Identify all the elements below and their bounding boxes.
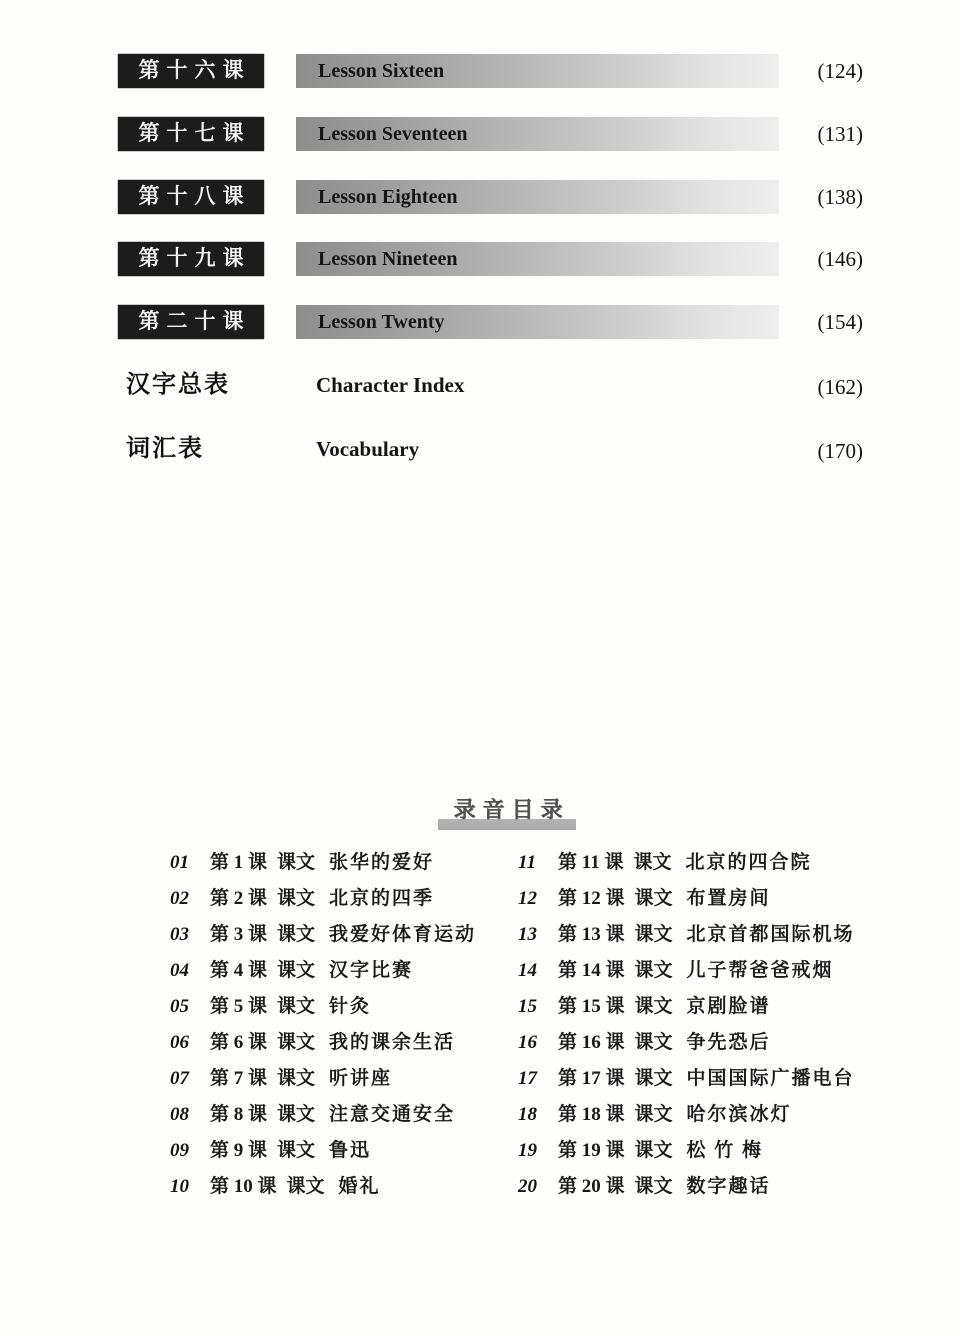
track-number: 01 [170,852,189,873]
content-type: 课文 [634,1032,673,1053]
lesson-ref: 第 12 课 [558,888,625,909]
track-title: 中国国际广播电台 [686,1068,855,1089]
content-type: 课文 [277,1104,316,1125]
recording-item-19 [518,1133,855,1169]
track-title: 争先恐后 [686,1032,771,1053]
character-index-zh-label: 汉字总表 [126,371,230,398]
lesson-ref: 第 4 课 [210,960,268,981]
content-type: 课文 [277,888,316,909]
lesson-ref: 第 3 课 [210,924,268,945]
track-number: 15 [518,996,537,1017]
track-title: 北京首都国际机场 [686,924,855,945]
lesson-19-zh-label: 第十九课 [118,242,264,276]
lesson-ref: 第 18 课 [558,1104,625,1125]
lesson-19-page-number: (146) [817,247,863,271]
track-title: 张华的爱好 [329,852,435,873]
lesson-ref: 第 6 课 [210,1032,268,1053]
track-number: 11 [518,852,536,873]
recording-item-20 [518,1169,855,1205]
toc-row-lesson-18 [0,180,960,214]
recording-item-12 [518,881,855,917]
toc-row-lesson-17 [0,117,960,151]
lesson-ref: 第 5 课 [210,996,268,1017]
recording-item-10 [170,1169,476,1205]
lesson-16-zh-label: 第十六课 [118,54,264,88]
track-number: 09 [170,1140,189,1161]
recording-item-17 [518,1061,855,1097]
lesson-ref: 第 16 课 [558,1032,625,1053]
track-title: 鲁迅 [329,1140,372,1161]
content-type: 课文 [634,1140,673,1161]
content-type: 课文 [286,1176,325,1197]
content-type: 课文 [634,1068,673,1089]
track-title: 京剧脸谱 [686,996,771,1017]
track-number: 12 [518,888,537,909]
recording-item-02 [170,881,476,917]
track-number: 06 [170,1032,189,1053]
lesson-20-page-number: (154) [817,310,863,334]
toc-row-lesson-20 [0,305,960,339]
lesson-17-en-label: Lesson Seventeen [318,123,468,145]
content-type: 课文 [277,996,316,1017]
recording-item-09 [170,1133,476,1169]
content-type: 课文 [633,852,672,873]
track-number: 04 [170,960,189,981]
lesson-19-bar [296,242,779,276]
character-index-page-number: (162) [817,375,863,399]
track-title: 哈尔滨冰灯 [686,1104,792,1125]
lesson-20-en-label: Lesson Twenty [318,311,445,333]
recording-item-03 [170,917,476,953]
content-type: 课文 [634,888,673,909]
lesson-18-page-number: (138) [817,185,863,209]
track-number: 18 [518,1104,537,1125]
recording-item-18 [518,1097,855,1133]
lesson-17-page-number: (131) [817,122,863,146]
recording-item-05 [170,989,476,1025]
content-type: 课文 [634,924,673,945]
recording-item-01 [170,845,476,881]
toc-row-vocabulary [0,434,960,464]
track-number: 20 [518,1176,537,1197]
lesson-19-en-label: Lesson Nineteen [318,248,458,270]
content-type: 课文 [277,960,316,981]
content-type: 课文 [277,1140,316,1161]
track-number: 05 [170,996,189,1017]
lesson-ref: 第 1 课 [210,852,268,873]
lesson-16-bar [296,54,779,88]
content-type: 课文 [634,996,673,1017]
track-title: 松 竹 梅 [686,1140,764,1161]
lesson-ref: 第 20 课 [558,1176,625,1197]
lesson-ref: 第 8 课 [210,1104,268,1125]
lesson-20-bar [296,305,779,339]
lesson-18-bar [296,180,779,214]
content-type: 课文 [277,1068,316,1089]
character-index-en-label: Character Index [316,373,465,397]
lesson-17-bar [296,117,779,151]
track-title: 北京的四合院 [685,852,812,873]
recording-contents-title: 录音目录 [453,797,570,822]
vocabulary-zh-label: 词汇表 [126,435,204,462]
lesson-ref: 第 7 课 [210,1068,268,1089]
content-type: 课文 [634,1104,673,1125]
recording-contents-header [420,793,596,835]
recording-item-06 [170,1025,476,1061]
lesson-ref: 第 17 课 [558,1068,625,1089]
track-number: 16 [518,1032,537,1053]
recording-item-04 [170,953,476,989]
content-type: 课文 [277,1032,316,1053]
lesson-ref: 第 9 课 [210,1140,268,1161]
content-type: 课文 [277,852,316,873]
track-number: 19 [518,1140,537,1161]
track-number: 13 [518,924,537,945]
track-number: 10 [170,1176,189,1197]
lesson-16-en-label: Lesson Sixteen [318,60,445,82]
track-title: 汉字比赛 [329,960,414,981]
track-number: 03 [170,924,189,945]
recording-item-13 [518,917,855,953]
lesson-ref: 第 14 课 [558,960,625,981]
lesson-18-en-label: Lesson Eighteen [318,186,458,208]
lesson-16-page-number: (124) [817,59,863,83]
recording-item-11 [518,845,855,881]
track-title: 针灸 [329,996,372,1017]
track-number: 17 [518,1068,537,1089]
recording-item-07 [170,1061,476,1097]
lesson-ref: 第 13 课 [558,924,625,945]
lesson-ref: 第 11 课 [558,852,624,873]
track-number: 08 [170,1104,189,1125]
recording-item-14 [518,953,855,989]
toc-row-lesson-19 [0,242,960,276]
track-title: 听讲座 [329,1068,393,1089]
lesson-17-zh-label: 第十七课 [118,117,264,151]
track-title: 婚礼 [338,1176,381,1197]
vocabulary-page-number: (170) [817,439,863,463]
toc-row-character-index [0,370,960,400]
track-number: 02 [170,888,189,909]
track-title: 儿子帮爸爸戒烟 [686,960,834,981]
content-type: 课文 [634,960,673,981]
lesson-ref: 第 19 课 [558,1140,625,1161]
lesson-ref: 第 15 课 [558,996,625,1017]
content-type: 课文 [277,924,316,945]
recording-item-16 [518,1025,855,1061]
lesson-ref: 第 2 课 [210,888,268,909]
content-type: 课文 [634,1176,673,1197]
track-title: 数字趣话 [686,1176,771,1197]
lesson-18-zh-label: 第十八课 [118,180,264,214]
track-title: 我爱好体育运动 [329,924,477,945]
recording-list-right-column [518,845,855,1205]
track-number: 14 [518,960,537,981]
lesson-20-zh-label: 第二十课 [118,305,264,339]
recording-item-15 [518,989,855,1025]
track-title: 我的课余生活 [329,1032,456,1053]
track-number: 07 [170,1068,189,1089]
recording-item-08 [170,1097,476,1133]
recording-list-left-column [170,845,476,1205]
track-title: 北京的四季 [329,888,435,909]
lesson-ref: 第 10 课 [210,1176,277,1197]
track-title: 布置房间 [686,888,771,909]
track-title: 注意交通安全 [329,1104,456,1125]
toc-row-lesson-16 [0,54,960,88]
vocabulary-en-label: Vocabulary [316,437,420,461]
